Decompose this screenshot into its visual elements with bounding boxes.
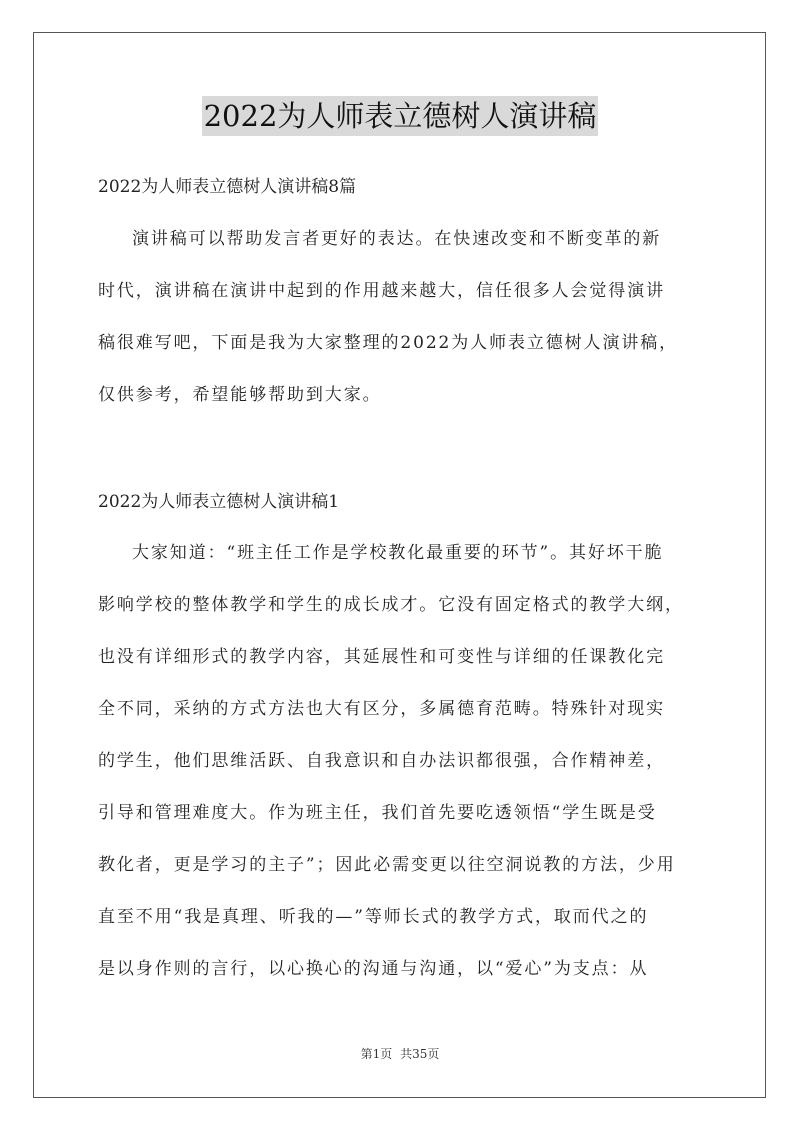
intro-line: 演讲稿可以帮助发言者更好的表达。在快速改变和不断变革的新 <box>132 229 662 249</box>
page-number: 第1页 <box>360 1047 393 1061</box>
intro-line: 稿很难写吧，下面是我为大家整理的2022为人师表立德树人演讲稿， <box>98 333 679 353</box>
body-line: 大家知道：“班主任工作是学校教化最重要的环节”。其好坏干脆 <box>132 543 664 563</box>
subheading-collection: 2022为人师表立德树人演讲稿8篇 <box>98 177 357 197</box>
intro-line: 时代，演讲稿在演讲中起到的作用越来越大，信任很多人会觉得演讲 <box>98 281 665 301</box>
body-line: 的学生，他们思维活跃、自我意识和自办法识都很强，合作精神差， <box>98 751 665 771</box>
subheading-speech-1: 2022为人师表立德树人演讲稿1 <box>98 492 340 512</box>
body-line: 是以身作则的言行，以心换心的沟通与沟通，以“爱心”为支点：从 <box>98 959 649 979</box>
title-container <box>0 96 800 136</box>
intro-paragraph <box>98 226 718 408</box>
page-total: 共35页 <box>400 1047 440 1061</box>
document-title: 2022为人师表立德树人演讲稿 <box>202 96 599 136</box>
body-line: 全不同，采纳的方式方法也大有区分，多属德育范畴。特殊针对现实 <box>98 699 665 719</box>
body-line: 影响学校的整体教学和学生的成长成才。它没有固定格式的教学大纲， <box>98 595 684 615</box>
intro-line: 仅供参考，希望能够帮助到大家。 <box>98 385 382 405</box>
body-line: 引导和管理难度大。作为班主任，我们首先要吃透领悟“学生既是受 <box>98 803 657 823</box>
body-paragraph <box>98 540 718 982</box>
body-line: 教化者，更是学习的主子”；因此必需变更以往空洞说教的方法，少用 <box>98 855 676 875</box>
body-line: 直至不用“我是真理、听我的—”等师长式的教学方式，取而代之的 <box>98 907 649 927</box>
body-line: 也没有详细形式的教学内容，其延展性和可变性与详细的任课教化完 <box>98 647 665 667</box>
page-footer <box>0 1046 800 1062</box>
